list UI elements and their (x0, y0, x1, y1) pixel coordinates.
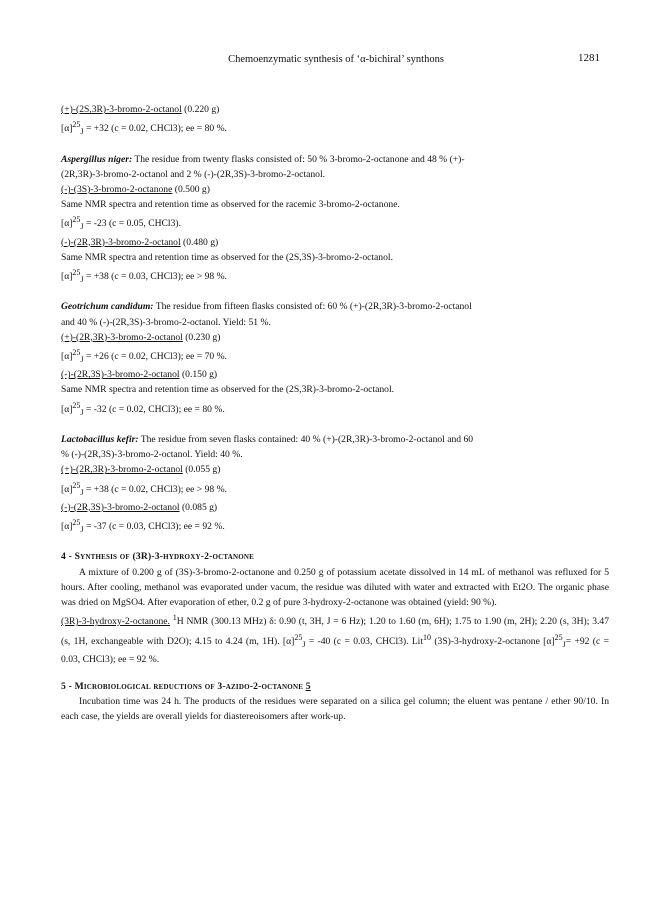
rotation-temp: 25 (554, 632, 563, 642)
rotation-value: = +38 (c = 0.03, CHCl3); ee > 98 %. (83, 271, 227, 283)
compound-line (61, 462, 609, 477)
nmr-note: Same NMR spectra and retention time as observed for the racemic 3-bromo-2-octanone. (61, 199, 400, 211)
compound-line (61, 102, 609, 117)
section-heading-text: 5 - Microbiological reductions of 3-azido-2-octanone (61, 681, 304, 693)
rotation-value: = +26 (c = 0.02, CHCl3); ee = 70 %. (83, 351, 227, 363)
intro-text: The residue from seven flasks contained: 40 % (+)-(2R,3R)-3-bromo-2-octanol and 60 (138, 433, 474, 445)
rotation-temp: 25 (294, 632, 303, 642)
rotation-temp: 25 (72, 347, 81, 357)
aspergillus-intro (61, 152, 609, 167)
rotation-symbol: [α] (61, 403, 73, 415)
compound-line (61, 182, 609, 197)
nmr-note: Same NMR spectra and retention time as observed for the (2S,3S)-3-bromo-2-octanol. (61, 251, 393, 263)
compound-name: (+)-(2R,3R)-3-bromo-2-octanol (61, 464, 183, 476)
rotation-line (61, 117, 609, 139)
rotation-line (61, 212, 609, 234)
rotation-value: = +38 (c = 0.02, CHCl3); ee > 98 %. (83, 483, 227, 495)
rotation-temp: 25 (72, 268, 81, 278)
rotation-line-d: J (80, 407, 84, 417)
rotation-symbol: [α] (61, 483, 73, 495)
rotation-line-d: J (302, 639, 306, 649)
aspergillus-intro-cont: (2R,3R)-3-bromo-2-octanol and 2 % (-)-(2R,3S)-3-bromo-2-octanol. (61, 168, 326, 180)
rotation-symbol: [α] (61, 521, 73, 533)
compound-yield: (0.480 g) (180, 236, 219, 248)
rotation-line-d: J (80, 355, 84, 365)
section-paragraph: Incubation time was 24 h. The products of the residues were separated on a silica gel column; the eluent was pentane / ether 90/10. In each case, the yields are overall yields for diastereoisomers after work-up. (61, 696, 609, 723)
page-body (61, 102, 609, 725)
reference-number: 10 (423, 632, 432, 642)
rotation-line-d: J (562, 639, 566, 649)
compound-name: (+)-(2R,3R)-3-bromo-2-octanol (61, 331, 183, 343)
section-heading (61, 679, 609, 694)
rotation-symbol: [α] (61, 218, 73, 230)
rotation-line (61, 265, 609, 287)
compound-name: (-)-(2R,3S)-3-bromo-2-octanol (61, 501, 180, 513)
nmr-isotope: 1 (172, 613, 177, 623)
compound-name: (-)-(3S)-3-bromo-2-octanone (61, 183, 173, 195)
rotation-temp: 25 (72, 215, 81, 225)
rotation-line-d: J (80, 275, 84, 285)
compound-yield: (0.500 g) (172, 183, 210, 195)
rotation-value: = -32 (c = 0.02, CHCl3); ee = 80 %. (83, 403, 225, 415)
rotation-line (61, 345, 609, 367)
running-header (0, 54, 672, 70)
rotation-line (61, 398, 609, 420)
compound-number: 5 (305, 681, 311, 693)
compound-yield: (0.085 g) (179, 501, 218, 513)
rotation-symbol: [α] (61, 123, 73, 135)
organism-name: Geotrichum candidum: (61, 301, 154, 313)
rotation-line (61, 515, 609, 537)
section-paragraph: A mixture of 0.200 g of (3S)-3-bromo-2-octanone and 0.250 g of potassium acetate dissolved in 14 mL of methanol was refluxed for 5 hours. After cooling, methanol was evaporated under vacum, the residue was diluted with water and extracted with Et2O. The organic phase was dried on MgSO4. After evaporation of ether, 0.2 g of pure 3-hydroxy-2-octanone was obtained (yield: 90 %). (61, 566, 609, 608)
compound-line (61, 330, 609, 345)
rotation-value: = +32 (c = 0.02, CHCl3); ee = 80 %. (83, 123, 227, 135)
product-characterization (61, 610, 609, 667)
compound-line (61, 500, 609, 515)
rotation-line (61, 478, 609, 500)
compound-line (61, 367, 609, 382)
compound-name: (+)-(2S,3R)-3-bromo-2-octanol (61, 104, 182, 115)
rotation-value: = -37 (c = 0.03, CHCl3); ee = 92 %. (83, 521, 225, 533)
lactobacillus-intro (61, 432, 609, 447)
rotation-line-d: J (80, 222, 84, 232)
rotation-value: = -40 (c = 0.03, CHCl3). Lit (305, 635, 424, 647)
intro-text: The residue from fifteen flasks consisted of: 60 % (+)-(2R,3R)-3-bromo-2-octanol (153, 301, 472, 313)
compound-yield: (0.220 g) (181, 104, 220, 115)
organism-name: Aspergillus niger: (61, 153, 133, 165)
nmr-note: Same NMR spectra and retention time as observed for the (2S,3R)-3-bromo-2-octanol. (61, 384, 395, 396)
product-name: (3R)-3-hydroxy-2-octanone. (61, 616, 170, 628)
rotation-temp: 25 (72, 120, 81, 130)
section-heading: 4 - Synthesis of (3R)-3-hydroxy-2-octanone (61, 551, 255, 563)
rotation-line-d: J (80, 525, 84, 535)
intro-text: The residue from twenty flasks consisted of: 50 % 3-bromo-2-octanone and 48 % (+)- (132, 153, 465, 165)
rotation-line-d: J (80, 127, 84, 137)
rotation-value: = -23 (c = 0.05, CHCl3). (83, 218, 181, 230)
rotation-temp: 25 (72, 400, 81, 410)
lactobacillus-intro-cont: % (-)-(2R,3S)-3-bromo-2-octanol. Yield: 40 %. (61, 449, 243, 461)
compound-yield: (0.230 g) (182, 331, 221, 343)
nmr-data: H NMR (300.13 MHz) δ: 0.90 (t, 3H, J = 6 Hz); 1.20 to 1.60 (m, 6H); 1.75 to 1.90 (m, 2H); 2.20 (s, 3H); 3.47 (s, 1H, exchangeable with D2O); 4.15 to 4.24 (m, 1H). [α] (61, 616, 609, 647)
rotation-temp: 25 (72, 480, 81, 490)
organism-name: Lactobacillus kefir: (61, 433, 139, 445)
rotation-symbol: [α] (61, 351, 73, 363)
page-number: 1281 (578, 52, 600, 64)
compound-line (61, 235, 609, 250)
geotrichum-intro-cont: and 40 % (-)-(2R,3S)-3-bromo-2-octanol. Yield: 51 %. (61, 316, 271, 328)
literature-value: (3S)-3-hydroxy-2-octanone [α] (431, 635, 555, 647)
compound-yield: (0.055 g) (182, 464, 221, 476)
compound-name: (-)-(2R,3R)-3-bromo-2-octanol (61, 236, 181, 248)
literature-rotation: = +92 (c = 0.03, CHCl3); ee = 92 %. (61, 635, 609, 665)
compound-yield: (0.150 g) (179, 369, 218, 381)
compound-name: (-)-(2R,3S)-3-bromo-2-octanol (61, 369, 180, 381)
geotrichum-intro (61, 299, 609, 314)
running-title: Chemoenzymatic synthesis of ‘α-bichiral’ synthons (228, 54, 444, 65)
rotation-temp: 25 (72, 518, 81, 528)
rotation-symbol: [α] (61, 271, 73, 283)
rotation-line-d: J (80, 487, 84, 497)
